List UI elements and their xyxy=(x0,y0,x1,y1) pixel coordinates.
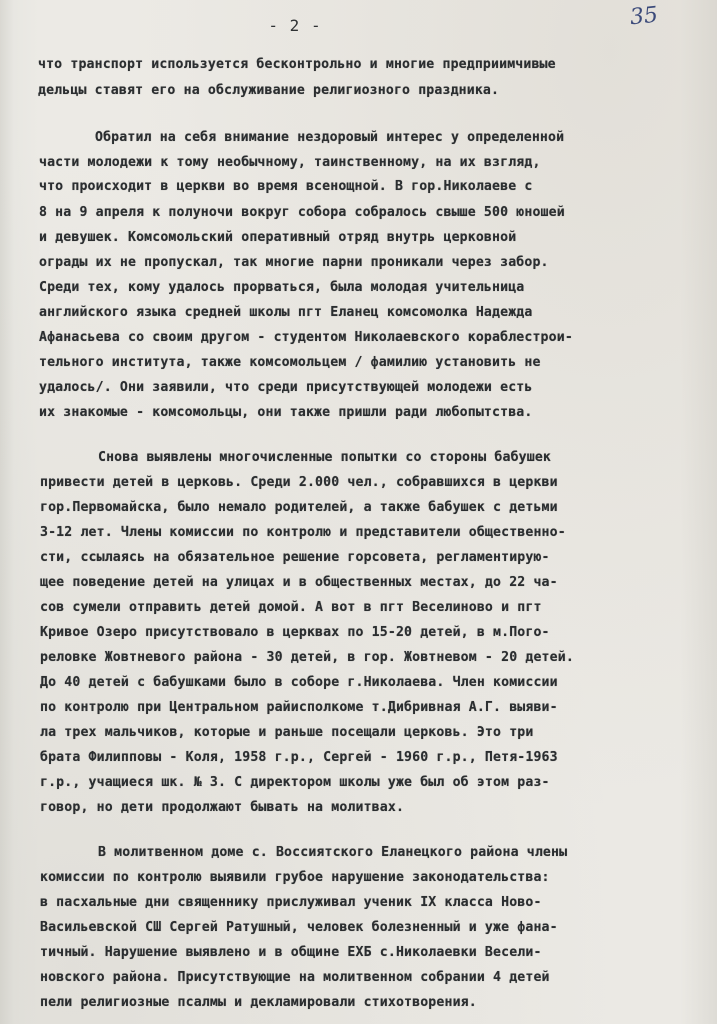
text-line: и девушек. Комсомольский оперативный отряд внутрь церковной xyxy=(39,230,517,245)
text-line: сов сумели отправить детей домой. А вот в пгт Веселиново и пгт xyxy=(40,600,542,615)
text-line: по контролю при Центральном райисполкоме т.Дибривная А.Г. выяви- xyxy=(40,700,558,715)
text-line: ла трех мальчиков, которые и раньше посещали церковь. Это три xyxy=(40,725,534,740)
text-line: Васильевской СШ Сергей Ратушный, человек болезненный и уже фана- xyxy=(40,920,558,935)
text-line: дельцы ставят его на обслуживание религиозного праздника. xyxy=(38,83,500,98)
text-line: что происходит в церкви во время всенощной. В гор.Николаеве с xyxy=(39,179,533,194)
text-line: Обратил на себя внимание нездоровый интерес у определенной xyxy=(95,130,565,145)
text-line: 8 на 9 апреля к полуночи вокруг собора собралось свыше 500 юношей xyxy=(39,205,565,220)
text-line: В молитвенном доме с. Воссиятского Еланецкого района члены xyxy=(98,845,568,860)
text-line: комиссии по контролю выявили грубое нарушение законодательства: xyxy=(40,870,550,885)
text-line: гор.Первомайска, было немало родителей, а также бабушек с детьми xyxy=(40,500,558,515)
text-line: пели религиозные псалмы и декламировали стихотворения. xyxy=(40,995,477,1010)
text-line: что транспорт используется бесконтрольно и многие предприимчивые xyxy=(38,57,556,72)
text-line: 3-12 лет. Члены комиссии по контролю и представители общественно- xyxy=(40,525,566,540)
text-line: щее поведение детей на улицах и в общественных местах, до 22 ча- xyxy=(40,575,558,590)
text-line: ограды их не пропускал, так многие парни проникали через забор. xyxy=(39,255,549,270)
page-number: - 2 - xyxy=(268,16,322,35)
text-line: брата Филипповы - Коля, 1958 г.р., Сергей - 1960 г.р., Петя-1963 xyxy=(40,750,558,765)
text-line: тельного института, также комсомольцем / фамилию установить не xyxy=(39,355,541,370)
text-line: тичный. Нарушение выявлено и в общине ЕХБ с.Николаевки Весели- xyxy=(40,945,542,960)
text-line: г.р., учащиеся шк. № 3. С директором школы уже был об этом раз- xyxy=(40,775,550,790)
text-line: части молодежи к тому необычному, таинственному, на их взгляд, xyxy=(39,155,541,170)
text-line: новского района. Присутствующие на молитвенном собрании 4 детей xyxy=(40,970,550,985)
text-line: удалось/. Они заявили, что среди присутствующей молодежи есть xyxy=(39,380,533,395)
text-line: их знакомые - комсомольцы, они также пришли ради любопытства. xyxy=(39,405,533,420)
text-line: привести детей в церковь. Среди 2.000 чел., собравшихся в церкви xyxy=(40,475,558,490)
text-line: Среди тех, кому удалось прорваться, была молодая учительница xyxy=(39,280,525,295)
text-line: сти, ссылаясь на обязательное решение горсовета, регламентирую- xyxy=(40,550,550,565)
archive-page-number-handwritten: 35 xyxy=(628,2,660,31)
text-line: Кривое Озеро присутствовало в церквах по 15-20 детей, в м.Пого- xyxy=(40,625,550,640)
text-line: Снова выявлены многочисленные попытки со стороны бабушек xyxy=(98,450,552,465)
text-line: До 40 детей с бабушками было в соборе г.Николаева. Член комиссии xyxy=(40,675,558,690)
text-line: говор, но дети продолжают бывать на молитвах. xyxy=(40,800,405,815)
text-line: в пасхальные дни священнику прислуживал ученик IX класса Ново- xyxy=(40,895,542,910)
text-line: Афанасьева со своим другом - студентом Николаевского кораблестрои- xyxy=(39,330,573,345)
text-line: английского языка средней школы пгт Еланец комсомолка Надежда xyxy=(39,305,533,320)
text-line: реловке Жовтневого района - 30 детей, в гор. Жовтневом - 20 детей. xyxy=(40,650,574,665)
